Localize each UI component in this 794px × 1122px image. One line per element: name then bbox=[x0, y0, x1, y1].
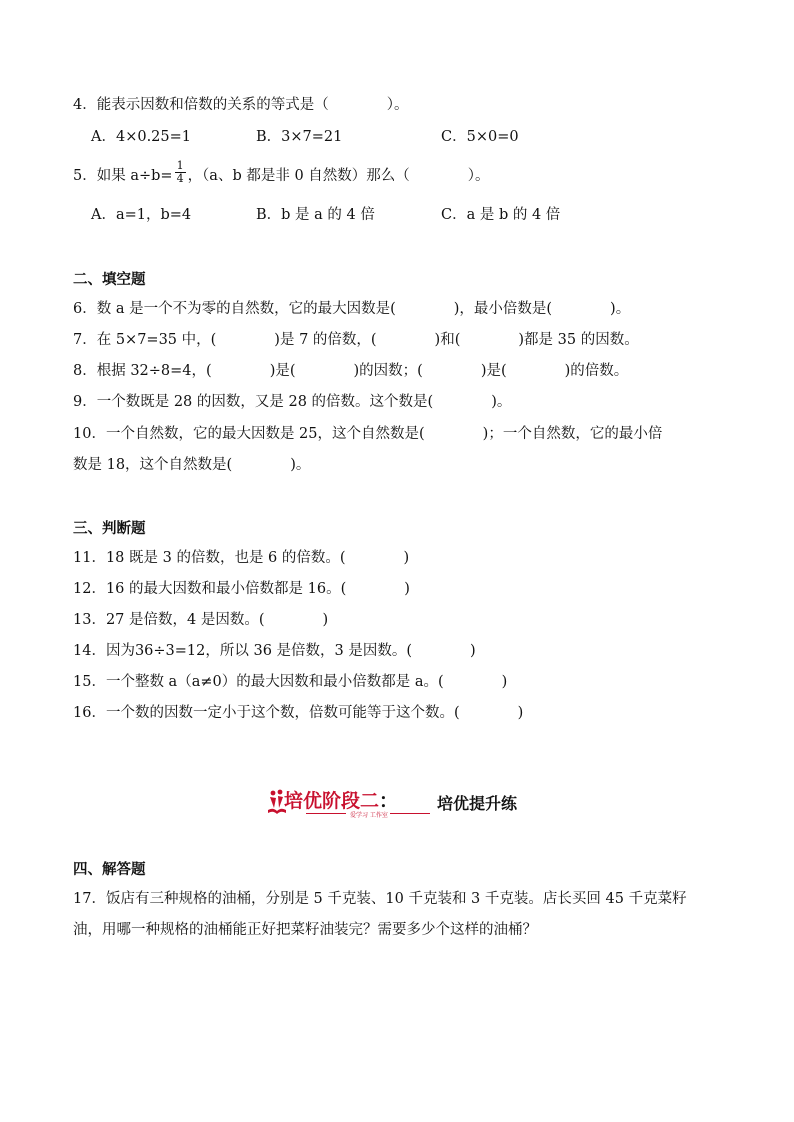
banner-title-text: 培优阶段二 bbox=[284, 790, 380, 812]
banner-title bbox=[284, 786, 398, 813]
question-8: 8．根据 32÷8=4，( )是( )的因数；( )是( )的倍数。 bbox=[73, 363, 629, 379]
question-17-line-2: 油，用哪一种规格的油桶能正好把菜籽油装完？需要多少个这样的油桶？ bbox=[73, 922, 537, 938]
question-7: 7．在 5×7=35 中，( )是 7 的倍数，( )和( )都是 35 的因数。 bbox=[73, 332, 639, 348]
question-10-line-1: 10．一个自然数，它的最大因数是 25，这个自然数是( )；一个自然数，它的最小倍 bbox=[73, 426, 663, 442]
question-5-option-a: A．a=1，b=4 bbox=[91, 207, 192, 223]
question-11: 11．18 既是 3 的倍数，也是 6 的倍数。( ) bbox=[73, 550, 410, 566]
question-4-stem: 4．能表示因数和倍数的关系的等式是（ ）。 bbox=[73, 97, 409, 113]
section-heading-fill-blank: 二、填空题 bbox=[73, 272, 146, 288]
question-5-option-b: B．b 是 a 的 4 倍 bbox=[256, 207, 375, 223]
banner-rule-left bbox=[306, 813, 346, 814]
section-heading-true-false: 三、判断题 bbox=[73, 521, 146, 537]
question-4-option-c: C．5×0=0 bbox=[441, 129, 519, 145]
question-4-option-b: B．3×7=21 bbox=[256, 129, 343, 145]
fraction bbox=[175, 160, 186, 185]
fraction-denominator: 4 bbox=[176, 171, 184, 185]
fraction-numerator: 1 bbox=[176, 158, 184, 172]
section-heading-solve: 四、解答题 bbox=[73, 862, 146, 878]
question-16: 16．一个数的因数一定小于这个数，倍数可能等于这个数。( ) bbox=[73, 705, 524, 721]
question-12: 12．16 的最大因数和最小倍数都是 16。( ) bbox=[73, 581, 410, 597]
banner-tag: 爱学习 工作室 bbox=[350, 812, 388, 819]
question-9: 9．一个数既是 28 的因数，又是 28 的倍数。这个数是( )。 bbox=[73, 394, 512, 410]
question-5-prefix: 5．如果 a÷b= bbox=[73, 168, 173, 184]
question-4-option-a: A．4×0.25=1 bbox=[91, 129, 192, 145]
question-5-stem bbox=[73, 158, 490, 186]
question-15: 15．一个整数 a（a≠0）的最大因数和最小倍数都是 a。( ) bbox=[73, 674, 508, 690]
banner-subtitle: 培优提升练 bbox=[437, 794, 518, 813]
question-14: 14．因为36÷3=12，所以 36 是倍数，3 是因数。( ) bbox=[73, 643, 476, 659]
question-5-suffix: ，（a、b 都是非 0 自然数）那么（ ）。 bbox=[187, 168, 490, 184]
question-5-option-c: C．a 是 b 的 4 倍 bbox=[441, 207, 561, 223]
question-13: 13．27 是倍数，4 是因数。( ) bbox=[73, 612, 329, 628]
question-6: 6．数 a 是一个不为零的自然数，它的最大因数是( )，最小倍数是( )。 bbox=[73, 301, 631, 317]
banner-colon: ： bbox=[379, 790, 399, 812]
banner-rule-right bbox=[390, 813, 430, 814]
question-10-line-2: 数是 18，这个自然数是( )。 bbox=[73, 457, 311, 473]
question-17-line-1: 17．饭店有三种规格的油桶，分别是 5 千克装、10 千克装和 3 千克装。店长买回 45 千克菜籽 bbox=[73, 891, 687, 907]
